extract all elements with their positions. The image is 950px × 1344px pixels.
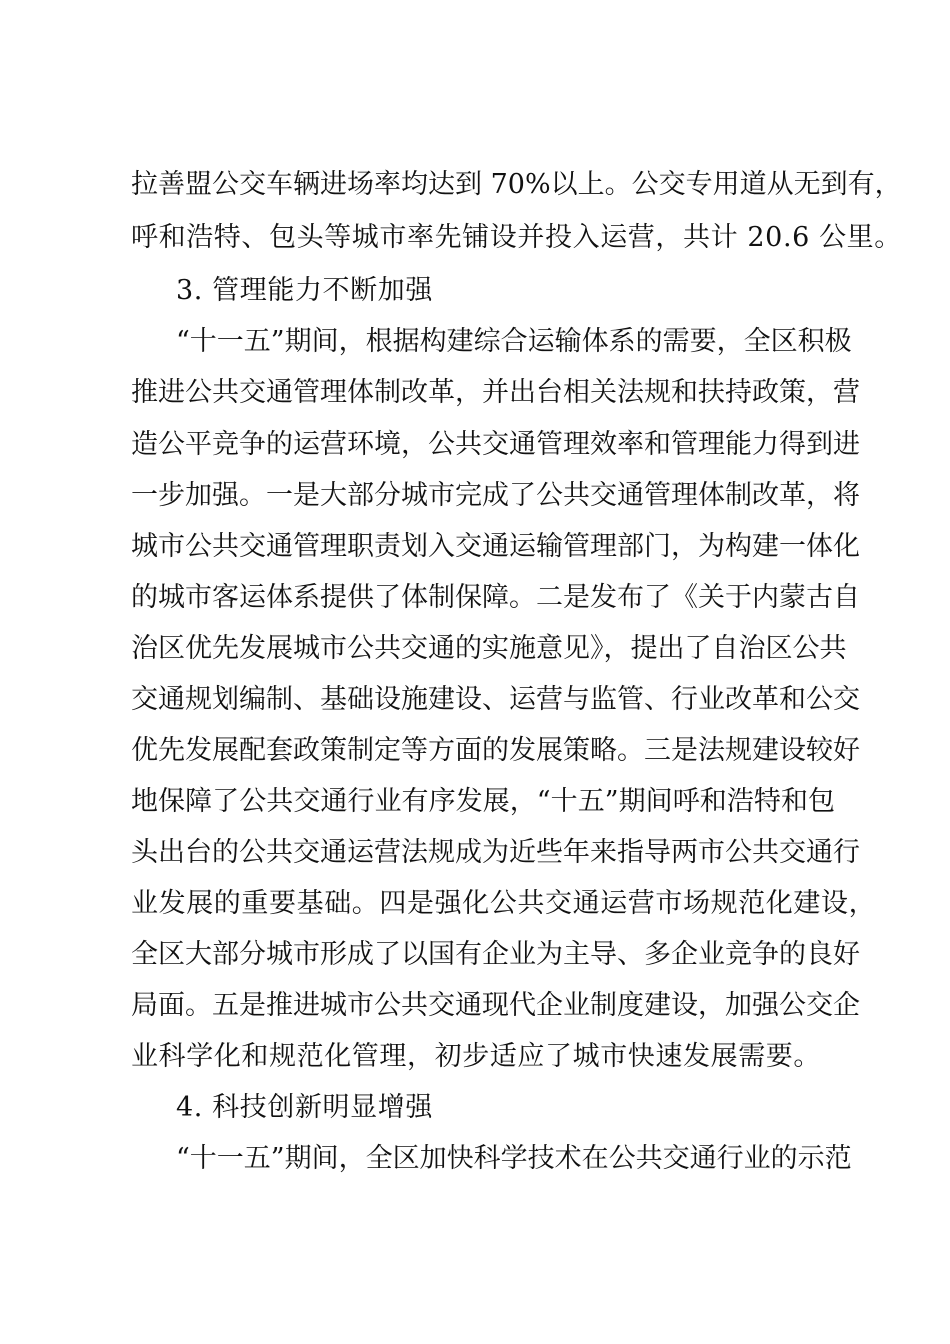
section-heading: 4. 科技创新明显增强: [176, 1092, 433, 1123]
body-text-line: 的城市客运体系提供了体制保障。二是发布了《关于内蒙古自: [131, 582, 860, 613]
body-text-line: 推进公共交通管理体制改革，并出台相关法规和扶持政策，营: [131, 377, 860, 408]
body-text-line: 治区优先发展城市公共交通的实施意见》，提出了自治区公共: [131, 633, 847, 664]
paragraph-first-line: “十一五”期间，根据构建综合运输体系的需要，全区积极: [176, 326, 852, 357]
body-text-line: 造公平竞争的运营环境，公共交通管理效率和管理能力得到进: [131, 429, 860, 460]
body-text-line: 业科学化和规范化管理，初步适应了城市快速发展需要。: [131, 1041, 821, 1072]
body-text-line: 头出台的公共交通运营法规成为近些年来指导两市公共交通行: [131, 837, 860, 868]
body-text-line: 局面。五是推进城市公共交通现代企业制度建设，加强公交企: [131, 990, 860, 1021]
body-text-line: 交通规划编制、基础设施建设、运营与监管、行业改革和公交: [131, 684, 860, 715]
body-text-line: 全区大部分城市形成了以国有企业为主导、多企业竞争的良好: [131, 939, 860, 970]
body-text-line: 呼和浩特、包头等城市率先铺设并投入运营，共计 20.6 公里。: [131, 222, 902, 253]
body-text-line: 城市公共交通管理职责划入交通运输管理部门，为构建一体化: [131, 531, 860, 562]
body-text-line: 业发展的重要基础。四是强化公共交通运营市场规范化建设，: [131, 888, 877, 919]
body-text-line: 优先发展配套政策制定等方面的发展策略。三是法规建设较好: [131, 735, 860, 766]
body-text-line: 一步加强。一是大部分城市完成了公共交通管理体制改革，将: [131, 480, 860, 511]
paragraph-first-line: “十一五”期间，全区加快科学技术在公共交通行业的示范: [176, 1143, 852, 1174]
section-heading: 3. 管理能力不断加强: [176, 275, 433, 306]
body-text-line: 拉善盟公交车辆进场率均达到 70%以上。公交专用道从无到有，: [131, 169, 902, 200]
body-text-line: 地保障了公共交通行业有序发展，“十五”期间呼和浩特和包: [131, 786, 835, 817]
